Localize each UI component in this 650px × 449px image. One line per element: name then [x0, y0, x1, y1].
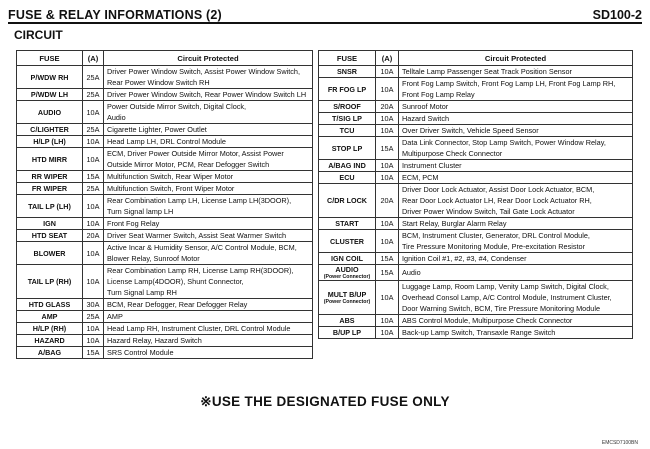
- fuse-name-cell: [319, 78, 376, 101]
- fuse-amperage: 25A: [83, 311, 104, 323]
- circuit-protected-cell: [399, 253, 633, 265]
- column-header-amp: (A): [376, 51, 399, 66]
- fuse-name-cell: [319, 230, 376, 253]
- circuit-protected-cell: [399, 101, 633, 113]
- circuit-line: Driver Power Window Switch, Rear Power Window Switch LH: [107, 90, 307, 99]
- circuit-line: ECM, Driver Power Outside Mirror Motor, Assist Power: [107, 149, 284, 158]
- fuse-name-cell: [17, 335, 83, 347]
- circuit-line: Telltale Lamp Passenger Seat Track Position Sensor: [402, 67, 572, 76]
- circuit-protected-cell: [104, 136, 313, 148]
- circuit-line: BCM, Rear Defogger, Rear Defogger Relay: [107, 300, 248, 309]
- fuse-amperage: 10A: [376, 230, 399, 253]
- fuse-amperage: 10A: [83, 136, 104, 148]
- circuit-line: Over Driver Switch, Vehicle Speed Sensor: [402, 126, 539, 135]
- fuse-name-cell: [17, 136, 83, 148]
- circuit-line: Back-up Lamp Switch, Transaxle Range Switch: [402, 328, 556, 337]
- circuit-line: Door Warning Switch, BCM, Tire Pressure Monitoring Module: [402, 304, 601, 313]
- fuse-name-cell: [17, 218, 83, 230]
- circuit-protected-cell: [104, 148, 313, 171]
- fuse-name-cell: [319, 253, 376, 265]
- circuit-protected-cell: [104, 323, 313, 335]
- table-row: [319, 78, 633, 101]
- circuit-line: Multifunction Switch, Front Wiper Motor: [107, 184, 235, 193]
- fuse-amperage: 15A: [83, 171, 104, 183]
- circuit-protected-cell: [104, 311, 313, 323]
- fuse-name-cell: [319, 281, 376, 315]
- circuit-line: Driver Power Window Switch, Tail Gate Lock Actuator: [402, 207, 575, 216]
- fuse-amperage: 20A: [376, 184, 399, 218]
- circuit-line: Head Lamp LH, DRL Control Module: [107, 137, 226, 146]
- fuse-amperage: 10A: [83, 148, 104, 171]
- fuse-name-cell: [319, 160, 376, 172]
- circuit-line: Rear Combination Lamp RH, License Lamp RH(3DOOR),: [107, 266, 294, 275]
- circuit-line: License Lamp(4DOOR), Shunt Connector,: [107, 277, 244, 286]
- fuse-name-cell: [17, 89, 83, 101]
- fuse-name-cell: [319, 172, 376, 184]
- table-row: [319, 265, 633, 281]
- circuit-protected-cell: [399, 315, 633, 327]
- fuse-name-cell: [319, 101, 376, 113]
- column-header-circuit: Circuit Protected: [399, 51, 633, 66]
- fuse-name-cell: [319, 265, 376, 281]
- circuit-line: AMP: [107, 312, 123, 321]
- fuse-amperage: 10A: [83, 218, 104, 230]
- fuse-table-left: [16, 50, 313, 359]
- fuse-name-cell: [17, 242, 83, 265]
- fuse-amperage: 10A: [83, 101, 104, 124]
- fuse-name: T/SIG LP: [332, 114, 362, 123]
- fuse-name-cell: [17, 311, 83, 323]
- fuse-name-cell: [17, 230, 83, 242]
- table-row: [17, 242, 313, 265]
- fuse-name: ABS: [339, 316, 355, 325]
- fuse-name: FR WIPER: [31, 184, 68, 193]
- circuit-protected-cell: [104, 230, 313, 242]
- fuse-name: HTD GLASS: [28, 300, 71, 309]
- table-row: [17, 335, 313, 347]
- fuse-amperage: 10A: [83, 335, 104, 347]
- circuit-line: Turn Signal lamp LH: [107, 207, 174, 216]
- fuse-name: START: [335, 219, 359, 228]
- fuse-table-right: [318, 50, 633, 339]
- circuit-protected-cell: [399, 184, 633, 218]
- fuse-amperage: 25A: [83, 183, 104, 195]
- fuse-name: H/LP (LH): [33, 137, 66, 146]
- table-row: [17, 124, 313, 136]
- fuse-name: C/DR LOCK: [327, 196, 367, 205]
- fuse-name-cell: [319, 184, 376, 218]
- fuse-name: AUDIO: [335, 265, 359, 274]
- table-row: [17, 323, 313, 335]
- table-row: [319, 137, 633, 160]
- circuit-protected-cell: [104, 347, 313, 359]
- circuit-protected-cell: [399, 172, 633, 184]
- table-row: [319, 315, 633, 327]
- fuse-amperage: 15A: [376, 265, 399, 281]
- designated-fuse-note: ※USE THE DESIGNATED FUSE ONLY: [200, 394, 450, 409]
- circuit-protected-cell: [104, 183, 313, 195]
- circuit-protected-cell: [399, 230, 633, 253]
- column-header-circuit: Circuit Protected: [104, 51, 313, 66]
- column-header-fuse: FUSE: [319, 51, 376, 66]
- circuit-line: Front Fog Lamp Switch, Front Fog Lamp LH, Front Fog Lamp RH,: [402, 79, 616, 88]
- fuse-name: HTD MIRR: [31, 154, 68, 164]
- table-row: [17, 311, 313, 323]
- table-row: [319, 253, 633, 265]
- circuit-protected-cell: [399, 78, 633, 101]
- fuse-name: C/LIGHTER: [30, 125, 69, 134]
- table-row: [319, 184, 633, 218]
- circuit-line: Instrument Cluster: [402, 161, 462, 170]
- fuse-name-cell: [319, 125, 376, 137]
- circuit-protected-cell: [399, 66, 633, 78]
- fuse-name: AUDIO: [37, 107, 62, 117]
- fuse-amperage: 10A: [83, 242, 104, 265]
- fuse-name: HTD SEAT: [31, 231, 68, 240]
- circuit-protected-cell: [399, 218, 633, 230]
- fuse-name-cell: [319, 218, 376, 230]
- fuse-amperage: 15A: [376, 137, 399, 160]
- table-row: [319, 101, 633, 113]
- circuit-line: Driver Power Window Switch, Assist Power Window Switch,: [107, 67, 301, 76]
- page-title: FUSE & RELAY INFORMATIONS (2): [8, 8, 222, 22]
- fuse-name: P/WDW LH: [30, 90, 69, 99]
- circuit-protected-cell: [104, 66, 313, 89]
- fuse-name: SNSR: [337, 67, 357, 76]
- circuit-protected-cell: [399, 281, 633, 315]
- fuse-amperage: 20A: [376, 101, 399, 113]
- circuit-line: Front Fog Lamp Relay: [402, 90, 475, 99]
- circuit-protected-cell: [399, 327, 633, 339]
- circuit-line: ECM, PCM: [402, 173, 439, 182]
- circuit-line: Turn Signal Lamp RH: [107, 288, 177, 297]
- document-code: SD100-2: [592, 8, 642, 22]
- circuit-line: Driver Seat Warmer Switch, Assist Seat Warmer Switch: [107, 231, 287, 240]
- fuse-name-cell: [17, 323, 83, 335]
- fuse-name: TAIL LP (LH): [28, 201, 71, 211]
- table-row: [17, 265, 313, 299]
- fuse-name-cell: [319, 113, 376, 125]
- fuse-name: IGN COIL: [331, 254, 363, 263]
- fuse-name-cell: [17, 347, 83, 359]
- circuit-protected-cell: [104, 124, 313, 136]
- fuse-amperage: 10A: [376, 66, 399, 78]
- circuit-line: Overhead Consol Lamp, A/C Control Module, Instrument Cluster,: [402, 293, 612, 302]
- table-row: [319, 281, 633, 315]
- fuse-name: BLOWER: [33, 248, 66, 258]
- fuse-name: S/ROOF: [333, 102, 361, 111]
- circuit-protected-cell: [399, 137, 633, 160]
- circuit-line: Rear Power Window Switch RH: [107, 78, 210, 87]
- circuit-line: Rear Combination Lamp LH, License Lamp LH(3DOOR),: [107, 196, 292, 205]
- fuse-name: TAIL LP (RH): [27, 277, 72, 286]
- table-row: [319, 66, 633, 78]
- header-bar: [8, 4, 642, 24]
- table-row: [319, 160, 633, 172]
- fuse-name: A/BAG: [37, 348, 62, 357]
- table-row: [17, 101, 313, 124]
- column-header-fuse: FUSE: [17, 51, 83, 66]
- fuse-amperage: 10A: [83, 323, 104, 335]
- fuse-amperage: 15A: [83, 347, 104, 359]
- table-row: [319, 125, 633, 137]
- fuse-name-cell: [319, 327, 376, 339]
- fuse-name-cell: [319, 66, 376, 78]
- circuit-line: Hazard Relay, Hazard Switch: [107, 336, 202, 345]
- circuit-protected-cell: [104, 242, 313, 265]
- fuse-name: B/UP LP: [332, 328, 362, 337]
- reference-code: EMCSD7100BN: [601, 440, 638, 446]
- fuse-amperage: 25A: [83, 124, 104, 136]
- fuse-name: FR FOG LP: [327, 84, 367, 94]
- fuse-amperage: 10A: [83, 265, 104, 299]
- fuse-name: HAZARD: [34, 336, 65, 345]
- table-row: [17, 299, 313, 311]
- table-row: [17, 347, 313, 359]
- table-row: [17, 148, 313, 171]
- table-header-row: [319, 51, 633, 66]
- fuse-amperage: 10A: [376, 281, 399, 315]
- fuse-name: TCU: [339, 126, 355, 135]
- table-row: [319, 113, 633, 125]
- fuse-name-cell: [17, 101, 83, 124]
- circuit-line: Luggage Lamp, Room Lamp, Venity Lamp Switch, Digital Clock,: [402, 282, 609, 291]
- fuse-amperage: 10A: [376, 78, 399, 101]
- fuse-name: ECU: [339, 173, 355, 182]
- fuse-amperage: 10A: [83, 195, 104, 218]
- table-row: [319, 230, 633, 253]
- table-row: [319, 172, 633, 184]
- circuit-line: Audio: [402, 268, 421, 277]
- circuit-protected-cell: [399, 265, 633, 281]
- table-row: [17, 89, 313, 101]
- fuse-name-cell: [17, 265, 83, 299]
- table-row: [17, 66, 313, 89]
- table-row: [17, 171, 313, 183]
- circuit-line: Rear Door Lock Actuator LH, Rear Door Lock Actuator RH,: [402, 196, 592, 205]
- section-title: CIRCUIT: [14, 28, 63, 42]
- fuse-amperage: 25A: [83, 89, 104, 101]
- fuse-amperage: 10A: [376, 125, 399, 137]
- circuit-line: Blower Relay, Sunroof Motor: [107, 254, 200, 263]
- circuit-protected-cell: [104, 218, 313, 230]
- circuit-line: Sunroof Motor: [402, 102, 449, 111]
- fuse-name: RR WIPER: [31, 172, 68, 181]
- circuit-protected-cell: [399, 113, 633, 125]
- fuse-name-cell: [17, 171, 83, 183]
- circuit-line: Front Fog Relay: [107, 219, 160, 228]
- fuse-amperage: 10A: [376, 160, 399, 172]
- circuit-line: Cigarette Lighter, Power Outlet: [107, 125, 207, 134]
- fuse-name-cell: [319, 137, 376, 160]
- fuse-amperage: 10A: [376, 172, 399, 184]
- circuit-line: Multipurpose Check Connector: [402, 149, 503, 158]
- fuse-amperage: 10A: [376, 315, 399, 327]
- fuse-name: AMP: [41, 312, 58, 321]
- fuse-name: IGN: [43, 219, 56, 228]
- circuit-protected-cell: [104, 265, 313, 299]
- circuit-line: Active Incar & Humidity Sensor, A/C Control Module, BCM,: [107, 243, 297, 252]
- circuit-protected-cell: [104, 195, 313, 218]
- fuse-subtitle: (Power Connector): [323, 299, 371, 305]
- circuit-line: SRS Control Module: [107, 348, 174, 357]
- fuse-name-cell: [17, 183, 83, 195]
- fuse-name-cell: [17, 124, 83, 136]
- circuit-line: Multifunction Switch, Rear Wiper Motor: [107, 172, 234, 181]
- column-header-amp: (A): [83, 51, 104, 66]
- table-row: [17, 230, 313, 242]
- circuit-line: Ignition Coil #1, #2, #3, #4, Condenser: [402, 254, 527, 263]
- fuse-subtitle: (Power Connector): [323, 274, 371, 280]
- circuit-line: Data Link Connector, Stop Lamp Switch, Power Window Relay,: [402, 138, 606, 147]
- fuse-amperage: 10A: [376, 218, 399, 230]
- table-row: [17, 183, 313, 195]
- circuit-protected-cell: [104, 335, 313, 347]
- table-row: [17, 195, 313, 218]
- circuit-line: Head Lamp RH, Instrument Cluster, DRL Control Module: [107, 324, 291, 333]
- circuit-line: Power Outside Mirror Switch, Digital Clock,: [107, 102, 247, 111]
- circuit-line: Tire Pressure Monitoring Module, Pre-excitation Resistor: [402, 242, 586, 251]
- fuse-name: MULT B/UP: [327, 290, 367, 299]
- circuit-protected-cell: [104, 171, 313, 183]
- circuit-line: Audio: [107, 113, 126, 122]
- circuit-line: ABS Control Module, Multipurpose Check Connector: [402, 316, 573, 325]
- circuit-line: Start Relay, Burglar Alarm Relay: [402, 219, 507, 228]
- fuse-name-cell: [17, 66, 83, 89]
- fuse-name-cell: [319, 315, 376, 327]
- table-row: [17, 218, 313, 230]
- fuse-amperage: 15A: [376, 253, 399, 265]
- fuse-name: H/LP (RH): [32, 324, 67, 333]
- fuse-amperage: 25A: [83, 66, 104, 89]
- fuse-name-cell: [17, 148, 83, 171]
- circuit-line: BCM, Instrument Cluster, Generator, DRL Control Module,: [402, 231, 590, 240]
- table-row: [319, 218, 633, 230]
- circuit-line: Driver Door Lock Actuator, Assist Door Lock Actuator, BCM,: [402, 185, 595, 194]
- fuse-name-cell: [17, 299, 83, 311]
- fuse-amperage: 10A: [376, 327, 399, 339]
- circuit-protected-cell: [104, 101, 313, 124]
- table-row: [17, 136, 313, 148]
- fuse-name: STOP LP: [331, 143, 363, 153]
- circuit-protected-cell: [104, 299, 313, 311]
- fuse-name: P/WDW RH: [30, 72, 69, 82]
- circuit-line: Outside Mirror Motor, PCM, Rear Defogger Switch: [107, 160, 270, 169]
- table-header-row: [17, 51, 313, 66]
- circuit-protected-cell: [104, 89, 313, 101]
- fuse-amperage: 10A: [376, 113, 399, 125]
- table-row: [319, 327, 633, 339]
- fuse-name: CLUSTER: [330, 236, 364, 246]
- circuit-protected-cell: [399, 160, 633, 172]
- fuse-name-cell: [17, 195, 83, 218]
- fuse-amperage: 30A: [83, 299, 104, 311]
- fuse-name: A/BAG IND: [328, 161, 366, 170]
- fuse-amperage: 20A: [83, 230, 104, 242]
- circuit-line: Hazard Switch: [402, 114, 450, 123]
- circuit-protected-cell: [399, 125, 633, 137]
